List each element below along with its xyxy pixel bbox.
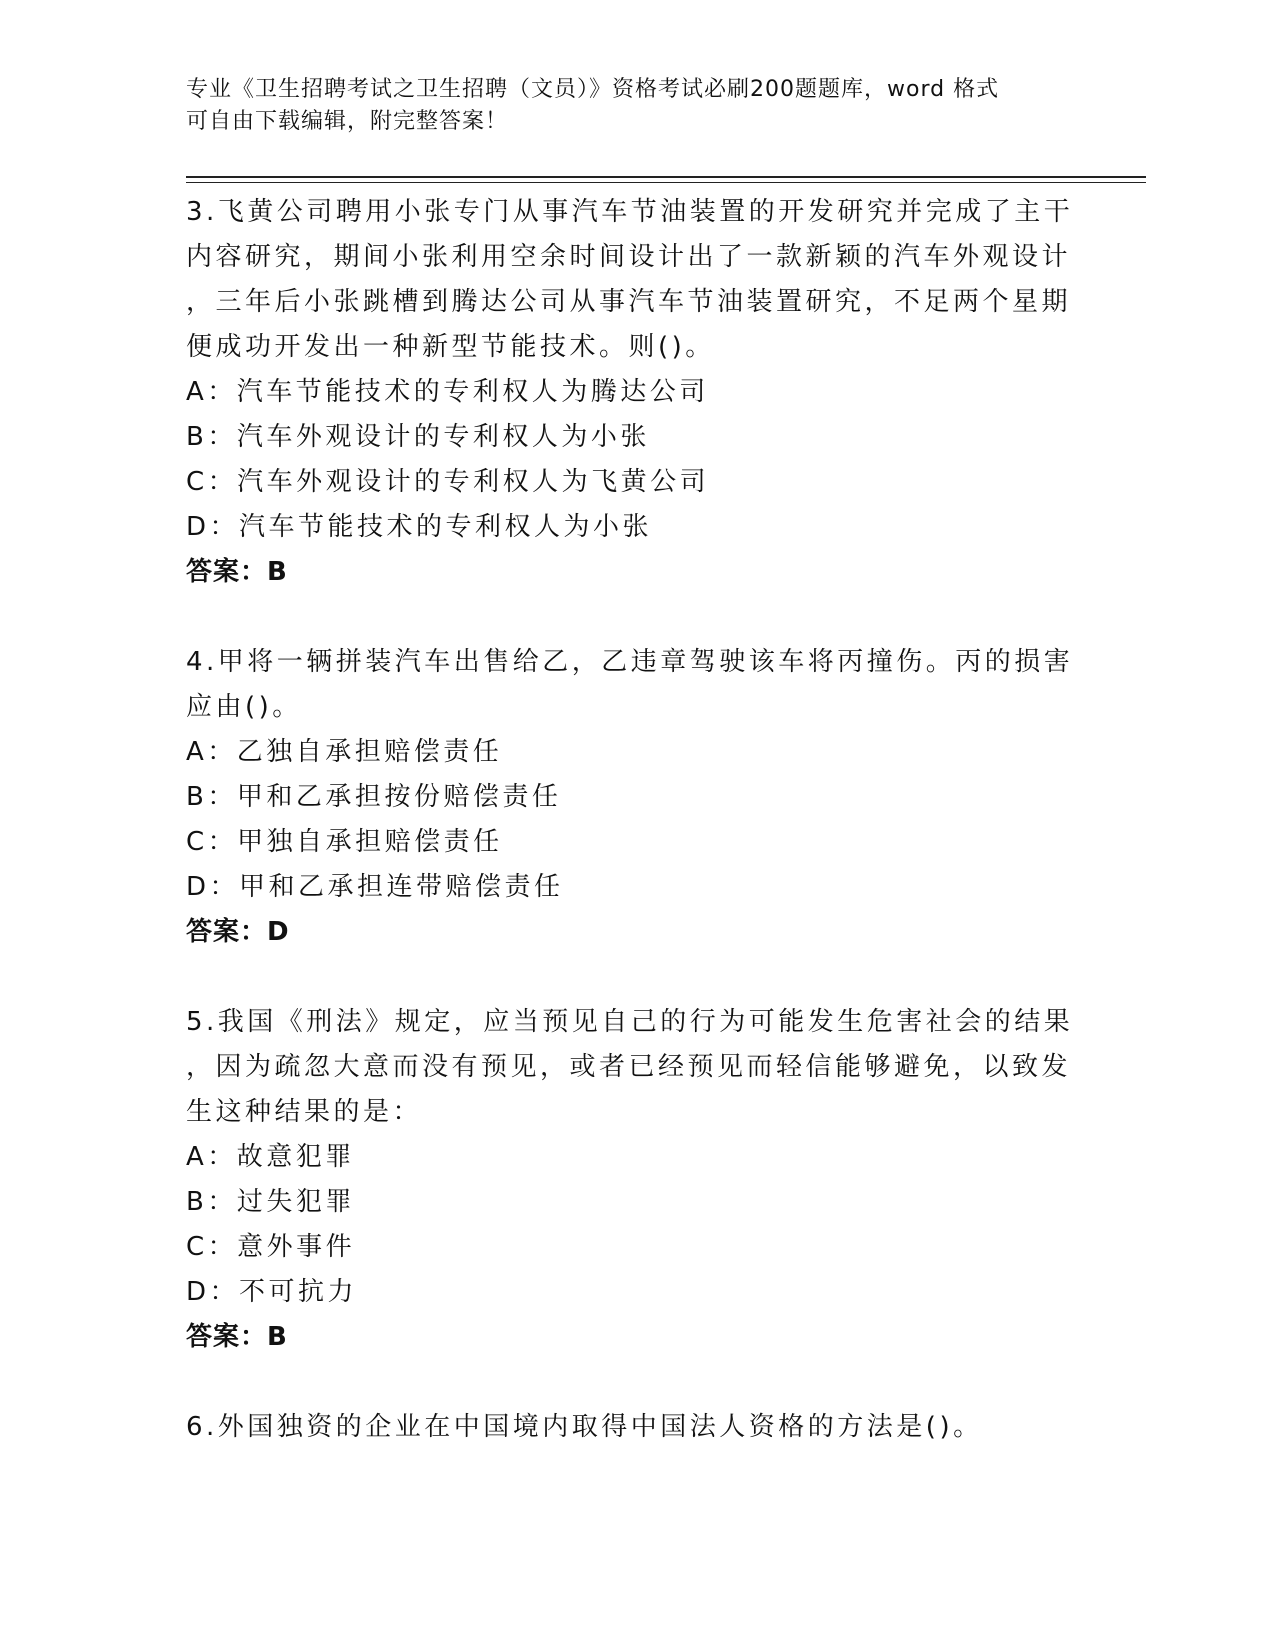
question-stem-line: ，三年后小张跳槽到腾达公司从事汽车节油装置研究，不足两个星期: [186, 287, 1072, 317]
question-stem-line: ，因为疏忽大意而没有预见，或者已经预见而轻信能够避免，以致发: [186, 1052, 1072, 1082]
header-title-line-1: 专业《卫生招聘考试之卫生招聘（文员）》资格考试必刷200题题库，word 格式: [186, 77, 1000, 102]
option-a: A：故意犯罪: [186, 1142, 355, 1172]
option-a: A：乙独自承担赔偿责任: [186, 737, 503, 767]
option-b: B：过失犯罪: [186, 1187, 355, 1217]
question-3: [186, 190, 1074, 595]
answer-label: 答案：B: [186, 1322, 288, 1352]
question-5: [186, 1000, 1074, 1360]
document-header: [186, 74, 1066, 138]
question-stem-line: 4.甲将一辆拼装汽车出售给乙，乙违章驾驶该车将丙撞伤。丙的损害: [186, 647, 1074, 677]
header-divider-thick: [186, 176, 1146, 178]
header-title-line-2: 可自由下载编辑，附完整答案！: [186, 109, 509, 134]
option-c: C：意外事件: [186, 1232, 356, 1262]
question-stem-line: 生这种结果的是：: [186, 1097, 423, 1127]
question-4: [186, 640, 1074, 955]
question-stem-line: 应由()。: [186, 692, 302, 722]
question-stem-line: 3.飞黄公司聘用小张专门从事汽车节油装置的开发研究并完成了主干: [186, 197, 1074, 227]
option-b: B：甲和乙承担按份赔偿责任: [186, 782, 562, 812]
option-a: A：汽车节能技术的专利权人为腾达公司: [186, 377, 709, 407]
question-stem-line: 5.我国《刑法》规定，应当预见自己的行为可能发生危害社会的结果: [186, 1007, 1074, 1037]
question-list: [186, 190, 1074, 1450]
option-b: B：汽车外观设计的专利权人为小张: [186, 422, 650, 452]
answer-label: 答案：B: [186, 557, 288, 587]
question-stem-line: 内容研究，期间小张利用空余时间设计出了一款新颖的汽车外观设计: [186, 242, 1072, 272]
option-c: C：汽车外观设计的专利权人为飞黄公司: [186, 467, 710, 497]
question-6: [186, 1405, 1066, 1450]
question-stem-line: 便成功开发出一种新型节能技术。则()。: [186, 332, 715, 362]
option-d: D：不可抗力: [186, 1277, 358, 1307]
option-d: D：甲和乙承担连带赔偿责任: [186, 872, 564, 902]
option-c: C：甲独自承担赔偿责任: [186, 827, 503, 857]
option-d: D：汽车节能技术的专利权人为小张: [186, 512, 653, 542]
answer-label: 答案：D: [186, 917, 290, 947]
question-stem-line: 6.外国独资的企业在中国境内取得中国法人资格的方法是()。: [186, 1412, 983, 1442]
header-divider-thin: [186, 182, 1146, 183]
